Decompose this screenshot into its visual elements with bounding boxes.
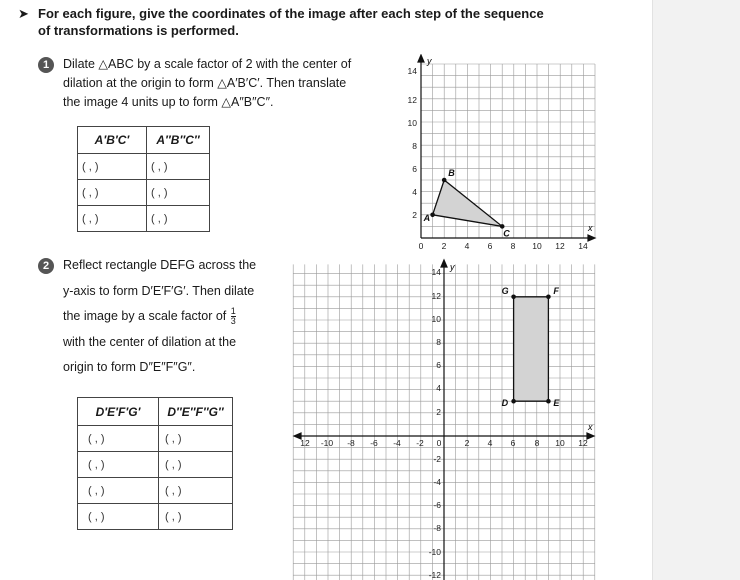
x-tick-label: 0 [418, 241, 424, 251]
problem-2-line-4: with the center of dilation at the [63, 334, 237, 349]
table-cell[interactable]: ( , ) [159, 426, 233, 452]
y-tick-label: 2 [436, 407, 441, 417]
x-tick-label: -4 [393, 438, 401, 448]
table-header-image-prime: A′B′C′ [78, 127, 147, 154]
y-tick-label: -4 [433, 477, 441, 487]
problem-1-line-1: Dilate △ABC by a scale factor of 2 with the center of [63, 57, 352, 71]
graph-2-y-ticks [429, 267, 442, 580]
y-tick-label: 14 [431, 267, 441, 277]
instructions-line-2: of transformations is performed. [38, 23, 239, 38]
problem-2-line-5: origin to form D″E″F″G″. [63, 360, 196, 374]
table-cell[interactable]: ( , ) [78, 206, 147, 232]
y-tick-label: -10 [428, 547, 441, 557]
table-header-image-prime: D′E′F′G′ [78, 398, 159, 426]
scale-factor-fraction [231, 307, 236, 326]
x-tick-label: 8 [534, 438, 540, 448]
y-tick-label: 6 [412, 164, 417, 174]
problem-1-graph [400, 54, 605, 254]
fraction-numerator: 1 [230, 306, 236, 317]
problem-2-line-3-row [63, 304, 256, 330]
problem-2-line-1: Reflect rectangle DEFG across the [63, 258, 257, 272]
x-tick-label: -10 [320, 438, 334, 448]
x-tick-label: 2 [441, 241, 447, 251]
rectangle-defg [514, 297, 549, 401]
problem-1-number-badge: 1 [38, 57, 54, 73]
problem-2-number-badge: 2 [38, 258, 54, 274]
table-header-image-double-prime: D″E″F″G″ [159, 398, 233, 426]
problem-2-table [77, 397, 233, 530]
problem-2-graph [292, 258, 604, 580]
vertex-label-c: C [503, 228, 510, 239]
table-cell[interactable]: ( , ) [159, 478, 233, 504]
graph-1-y-axis-label: y [427, 56, 432, 66]
y-tick-label: -8 [433, 523, 441, 533]
x-tick-label: 12 [300, 438, 310, 448]
vertex-point-e [546, 399, 551, 404]
x-tick-label: 6 [487, 241, 493, 251]
y-tick-label: 2 [412, 210, 417, 220]
graph-1-x-axis-label: x [588, 223, 593, 233]
table-cell[interactable]: ( , ) [78, 452, 159, 478]
vertex-label-b: B [448, 168, 455, 178]
table-cell[interactable]: ( , ) [78, 180, 147, 206]
problem-1-text [63, 55, 351, 112]
x-tick-label: 4 [487, 438, 493, 448]
vertex-point-g [511, 295, 516, 300]
x-tick-label: 2 [464, 438, 470, 448]
problem-2-line-3: the image by a scale factor of [63, 309, 227, 323]
problem-1-table [77, 126, 210, 232]
vertex-point-a [430, 213, 435, 218]
y-tick-label: 10 [407, 118, 417, 128]
x-tick-label: 6 [510, 438, 516, 448]
y-tick-label: 6 [436, 360, 441, 370]
fraction-denominator: 3 [230, 316, 236, 327]
table-cell[interactable]: ( , ) [78, 426, 159, 452]
graph-1-x-ticks [419, 241, 588, 251]
x-tick-label: 12 [578, 438, 588, 448]
table-cell[interactable]: ( , ) [147, 154, 210, 180]
y-tick-label: 8 [412, 141, 417, 151]
problem-1-line-2: dilation at the origin to form △A′B′C′. Then translate [63, 76, 347, 90]
x-tick-label: -8 [347, 438, 355, 448]
x-tick-label: 10 [555, 438, 565, 448]
graph-1-y-ticks [408, 66, 418, 220]
x-tick-label: 12 [555, 241, 565, 251]
y-tick-label: 4 [436, 383, 441, 393]
vertex-label-g: G [501, 285, 509, 296]
right-sidebar-panel [652, 0, 740, 580]
table-cell[interactable]: ( , ) [78, 504, 159, 530]
x-tick-label: 14 [578, 241, 588, 251]
table-header-image-double-prime: A″B″C″ [147, 127, 210, 154]
table-cell[interactable]: ( , ) [147, 206, 210, 232]
vertex-label-f: F [553, 285, 559, 296]
y-tick-label: -6 [433, 500, 441, 510]
y-tick-label: 12 [407, 95, 417, 105]
graph-2-y-axis-label: y [450, 262, 455, 272]
vertex-point-d [511, 399, 516, 404]
problem-2-line-2: y-axis to form D′E′F′G′. Then dilate [63, 283, 255, 298]
vertex-point-b [442, 178, 447, 183]
vertex-label-e: E [553, 398, 560, 409]
instructions-line-1: For each figure, give the coordinates of the image after each step of the sequence [38, 6, 544, 21]
y-tick-label: 14 [407, 66, 417, 76]
problem-1-line-3: the image 4 units up to form △A″B″C″. [63, 95, 274, 109]
y-tick-label: 4 [412, 187, 417, 197]
y-tick-label: -2 [433, 454, 441, 464]
vertex-label-d: D [501, 398, 509, 409]
y-tick-label: 10 [431, 314, 441, 324]
y-tick-label: 8 [436, 337, 441, 347]
x-tick-label: -6 [370, 438, 378, 448]
vertex-label-a: A [423, 212, 431, 223]
graph-2-x-axis-label: x [588, 422, 593, 432]
table-cell[interactable]: ( , ) [159, 504, 233, 530]
arrowhead-icon: ➤ [18, 6, 29, 21]
table-cell[interactable]: ( , ) [78, 478, 159, 504]
table-cell[interactable]: ( , ) [147, 180, 210, 206]
problem-2-text [63, 253, 256, 381]
x-tick-label: -2 [416, 438, 424, 448]
x-tick-label: 4 [464, 241, 470, 251]
x-tick-label: 8 [510, 241, 516, 251]
y-tick-label: -12 [428, 570, 441, 580]
table-cell[interactable]: ( , ) [159, 452, 233, 478]
x-tick-label: 10 [532, 241, 542, 251]
y-tick-label: 12 [431, 291, 441, 301]
table-cell[interactable]: ( , ) [78, 154, 147, 180]
x-tick-label: 0 [436, 438, 442, 448]
vertex-point-f [546, 295, 551, 300]
